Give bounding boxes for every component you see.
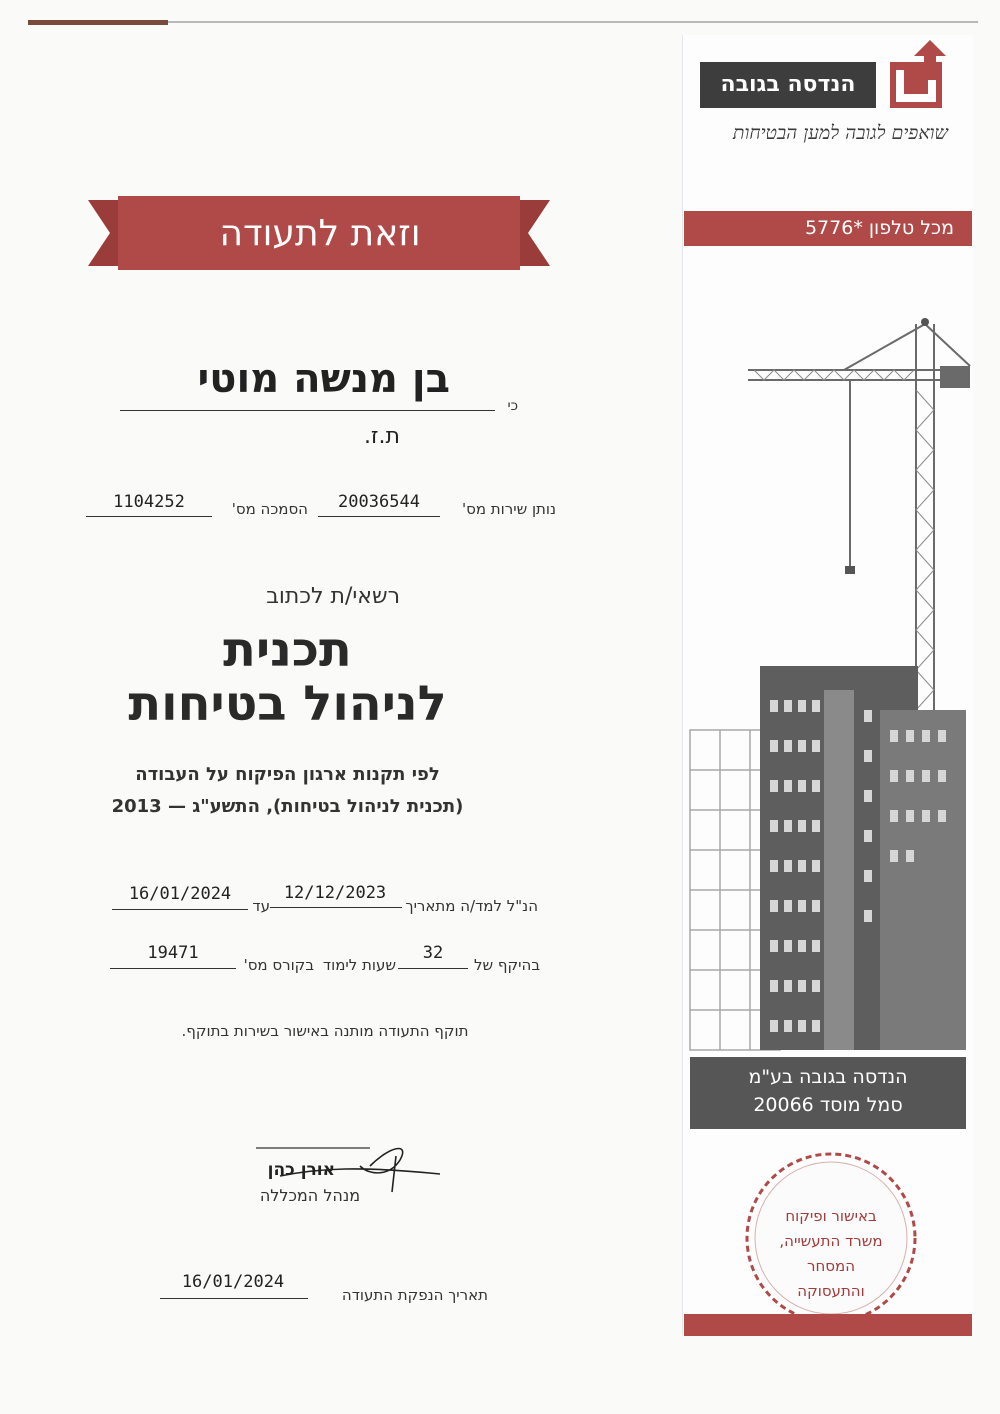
regulation-line2: (תכנית לניהול בטיחות), התשע"ג — 2013 (111, 796, 464, 817)
license-number: 1104252 (113, 492, 185, 512)
license-label: הסמכה מס' (231, 500, 308, 518)
bottom-accent-bar (684, 1314, 972, 1336)
certificate-heading: וזאת לתעודה (219, 213, 421, 254)
course-number-line (110, 968, 236, 969)
seal-line-2: משרד התעשייה, (779, 1232, 883, 1250)
study-from-label: הנ"ל למד/ה מתאריך (405, 897, 538, 915)
id-label: ת.ז. (363, 424, 400, 449)
validity-note: תוקף התעודה מותנה באישור בשירות בתוקף. (181, 1022, 469, 1040)
signer-name: אורן כהן (267, 1160, 335, 1180)
license-number-line (86, 516, 212, 517)
seal-line-4: והתעסוקה (797, 1282, 865, 1300)
study-to-line (112, 909, 248, 910)
seal-line-3: המסחר (807, 1257, 855, 1275)
top-border-accent (28, 20, 168, 25)
course-number: 19471 (147, 943, 199, 963)
course-label: בקורס מס' (243, 956, 314, 974)
signer-title: מנהל המכללה (259, 1186, 361, 1205)
hours-label: שעות לימוד (322, 956, 396, 974)
issue-date: 16/01/2024 (181, 1272, 285, 1292)
brand-slogan: שואפים לגובה למען הבטיחות (732, 122, 948, 144)
logo-icon (886, 40, 952, 110)
recipient-name: בן מנשה מוטי (197, 356, 450, 402)
entitled-label: רשאי/ת לכתוב (266, 584, 400, 609)
study-from-date: 12/12/2023 (283, 883, 387, 903)
construction-illustration (684, 310, 974, 1055)
study-hours-line (398, 968, 468, 969)
program-title-line1: תכנית (223, 622, 352, 678)
institution-code: סמל מוסד 20066 (753, 1094, 903, 1116)
top-border-line (168, 21, 978, 23)
regulation-line1: לפי תקנות ארגון הפיקוח על העבודה (135, 764, 440, 785)
issue-date-line (160, 1298, 308, 1299)
service-number: 20036544 (338, 492, 420, 512)
study-to-date: 16/01/2024 (128, 884, 232, 904)
name-underline (120, 410, 495, 411)
study-to-label: עד (252, 897, 270, 915)
study-hours: 32 (422, 943, 444, 963)
program-title-line2: לניהול בטיחות (128, 676, 447, 732)
company-name: הנדסה בגובה בע"מ (748, 1066, 908, 1088)
logo-wordmark: הנדסה בגובה (720, 72, 856, 97)
phone-number: מכל טלפון *5776 (804, 217, 954, 239)
service-number-line (318, 516, 440, 517)
scope-label: בהיקף של (474, 956, 540, 974)
ki-label: כי (507, 398, 518, 414)
service-label: נותן שירות מס' (461, 500, 556, 518)
study-from-line (270, 907, 402, 908)
issue-date-label: תאריך הנפקת התעודה (341, 1286, 488, 1304)
seal-line-1: באישור ופיקוח (785, 1207, 877, 1225)
